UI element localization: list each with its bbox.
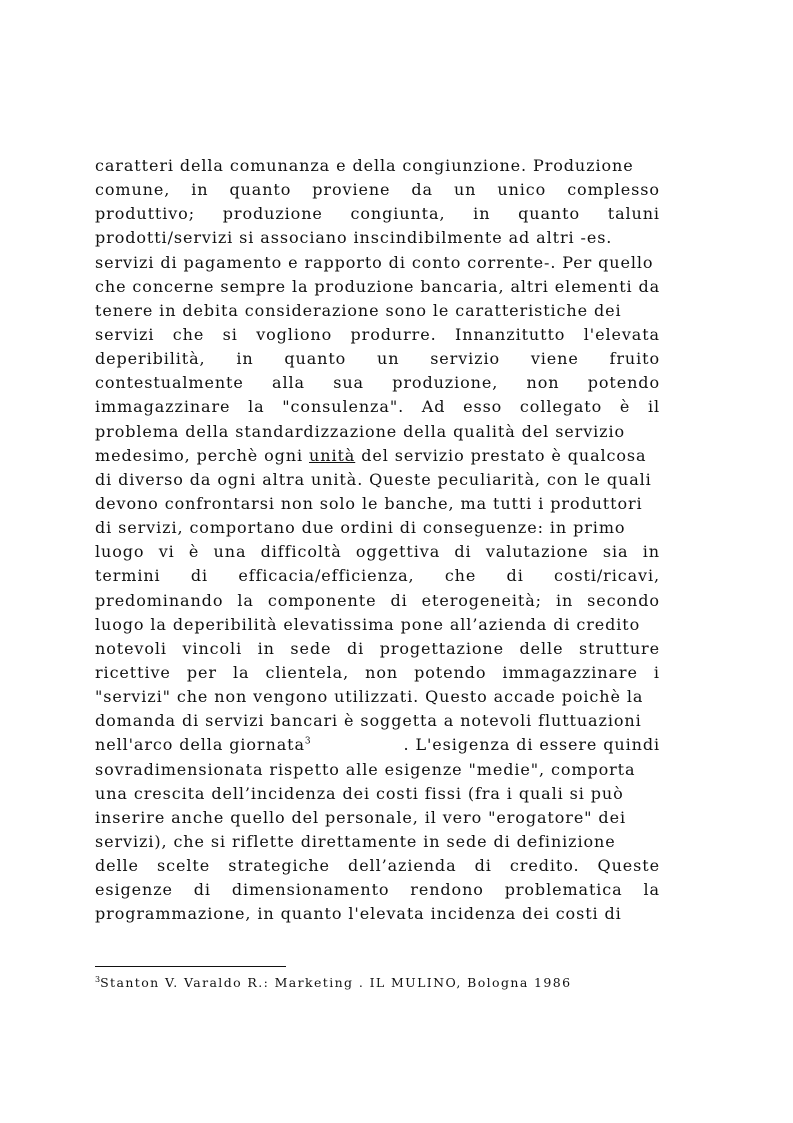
word: quanto <box>284 349 347 369</box>
word: servizi <box>95 324 155 344</box>
text-segment <box>95 733 311 757</box>
text-line: inserire anche quello del personale, il vero "erogatore" dei <box>95 807 626 827</box>
word: di <box>454 542 472 562</box>
word: in <box>642 542 660 562</box>
word: non <box>365 662 399 682</box>
word: delle <box>95 856 139 876</box>
word: luogo <box>95 542 145 562</box>
word: sia <box>602 542 629 562</box>
word: costi/ricavi, <box>554 566 660 586</box>
word: la <box>237 590 254 610</box>
text-line <box>95 444 660 468</box>
word: il <box>647 397 660 417</box>
word: termini <box>95 566 161 586</box>
word: non <box>526 373 560 393</box>
text-segment: . L'esigenza di essere quindi <box>403 735 660 755</box>
word: la <box>248 397 265 417</box>
text-line: di servizi, comportano due ordini di conseguenze: in primo <box>95 518 626 538</box>
word: dell’azienda <box>348 856 457 876</box>
word: produrre. <box>350 324 437 344</box>
word: ricettive <box>95 662 171 682</box>
word: Innanzitutto <box>454 324 566 344</box>
text-segment: del servizio prestato è qualcosa <box>355 445 647 465</box>
footnote-text: Stanton V. Varaldo R.: Marketing . IL MULINO, Bologna 1986 <box>100 975 572 990</box>
text-line <box>95 347 660 371</box>
word: predominando <box>95 590 224 610</box>
text-line <box>95 854 660 878</box>
word: efficacia/efficienza, <box>238 566 415 586</box>
word: si <box>222 324 238 344</box>
text-line: programmazione, in quanto l'elevata incidenza dei costi di <box>95 904 622 924</box>
text-line: prodotti/servizi si associano inscindibilmente ad altri -es. <box>95 228 613 248</box>
word: servizio <box>430 349 501 369</box>
word: strutture <box>579 638 660 658</box>
word: notevoli <box>95 638 167 658</box>
text-line <box>95 564 660 588</box>
text-line: che concerne sempre la produzione bancaria, altri elementi da <box>95 276 661 296</box>
word: per <box>186 662 217 682</box>
text-line: sovradimensionata rispetto alle esigenze "medie", comporta <box>95 759 636 779</box>
word: una <box>213 542 247 562</box>
word: scelte <box>157 856 211 876</box>
text-line: luogo la deperibilità elevatissima pone all’azienda di credito <box>95 614 641 634</box>
text-line: servizi), che si riflette direttamente in sede di definizione <box>95 831 616 851</box>
word: rendono <box>410 880 484 900</box>
word: alla <box>272 373 305 393</box>
word: esigenze <box>95 880 173 900</box>
word: collegato <box>519 397 603 417</box>
word: oggettiva <box>355 542 441 562</box>
word: in <box>191 180 209 200</box>
word: sede <box>290 638 332 658</box>
word: viene <box>530 349 579 369</box>
text-line: servizi di pagamento e rapporto di conto corrente-. Per quello <box>95 252 654 272</box>
word: sua <box>333 373 364 393</box>
word: di <box>390 590 408 610</box>
word: produzione, <box>392 373 499 393</box>
word: quanto <box>518 204 580 224</box>
word: potendo <box>587 373 660 393</box>
word: proviene <box>312 180 391 200</box>
word: Ad <box>421 397 446 417</box>
word: delle <box>519 638 564 658</box>
text-segment: nell'arco della giornata <box>95 735 305 755</box>
underlined-word: unità <box>309 445 356 465</box>
word: credito. <box>509 856 580 876</box>
text-line <box>95 371 660 395</box>
word: in <box>473 204 491 224</box>
word: esso <box>463 397 503 417</box>
word: potendo <box>414 662 487 682</box>
word: di <box>474 856 492 876</box>
text-line <box>95 661 660 685</box>
word: in <box>555 590 574 610</box>
word: secondo <box>587 590 660 610</box>
word: progettazione <box>379 638 504 658</box>
text-line <box>95 202 660 226</box>
word: immagazzinare <box>95 397 231 417</box>
word: clientela, <box>265 662 350 682</box>
text-line <box>95 637 660 661</box>
text-line <box>95 323 660 347</box>
word: problematica <box>504 880 623 900</box>
text-line: problema della standardizzazione della qualità del servizio <box>95 421 626 441</box>
word: fruito <box>609 349 660 369</box>
word: deperibilità, <box>95 349 206 369</box>
word: di <box>190 566 209 586</box>
word: vogliono <box>256 324 333 344</box>
text-line: caratteri della comunanza e della congiunzione. Produzione <box>95 156 634 175</box>
word: quanto <box>229 180 292 200</box>
word: produttivo; <box>95 204 196 224</box>
word: un <box>453 180 477 200</box>
text-line <box>95 178 660 202</box>
text-line <box>95 733 660 757</box>
footnote-separator <box>95 966 286 967</box>
word: Queste <box>597 856 660 876</box>
word: congiunta, <box>350 204 446 224</box>
footnote-marker: 3 <box>95 974 101 984</box>
text-line: "servizi" che non vengono utilizzati. Questo accade poichè la <box>95 687 644 707</box>
text-segment: medesimo, perchè ogni <box>95 445 310 465</box>
word: che <box>444 566 477 586</box>
word: che <box>172 324 205 344</box>
body-paragraph <box>95 154 660 927</box>
text-line <box>95 589 660 613</box>
word: è <box>619 397 631 417</box>
word: contestualmente <box>95 373 244 393</box>
word: taluni <box>607 204 660 224</box>
word: vincoli <box>182 638 243 658</box>
word: difficoltà <box>260 542 342 562</box>
text-line: domanda di servizi bancari è soggetta a notevoli fluttuazioni <box>95 711 642 731</box>
word: "consulenza". <box>282 397 405 417</box>
word: l'elevata <box>583 324 660 344</box>
word: un <box>376 349 400 369</box>
text-line: di diverso da ogni altra unità. Queste peculiarità, con le quali <box>95 469 652 489</box>
footnote-reference[interactable]: 3 <box>304 737 311 748</box>
word: componente <box>267 590 377 610</box>
word: immagazzinare <box>502 662 638 682</box>
word: la <box>232 662 250 682</box>
word: unico <box>497 180 547 200</box>
word: di <box>193 880 211 900</box>
word: strategiche <box>228 856 330 876</box>
text-line: tenere in debita considerazione sono le caratteristiche dei <box>95 300 622 320</box>
word: eterogeneità; <box>421 590 542 610</box>
word: è <box>188 542 200 562</box>
word: produzione <box>222 204 323 224</box>
word: in <box>236 349 254 369</box>
footnote <box>95 975 571 990</box>
text-line: una crescita dell’incidenza dei costi fissi (fra i quali si può <box>95 783 624 803</box>
word: vi <box>158 542 175 562</box>
word: complesso <box>567 180 660 200</box>
word: valutazione <box>485 542 589 562</box>
word: i <box>653 662 660 682</box>
text-line: devono confrontarsi non solo le banche, ma tutti i produttori <box>95 493 643 513</box>
word: comune, <box>95 180 171 200</box>
word: da <box>411 180 433 200</box>
word: di <box>506 566 524 586</box>
text-line <box>95 540 660 564</box>
word: di <box>346 638 365 658</box>
word: la <box>643 880 660 900</box>
word: in <box>257 638 275 658</box>
text-line <box>95 878 660 902</box>
word: dimensionamento <box>231 880 390 900</box>
text-line <box>95 395 660 419</box>
